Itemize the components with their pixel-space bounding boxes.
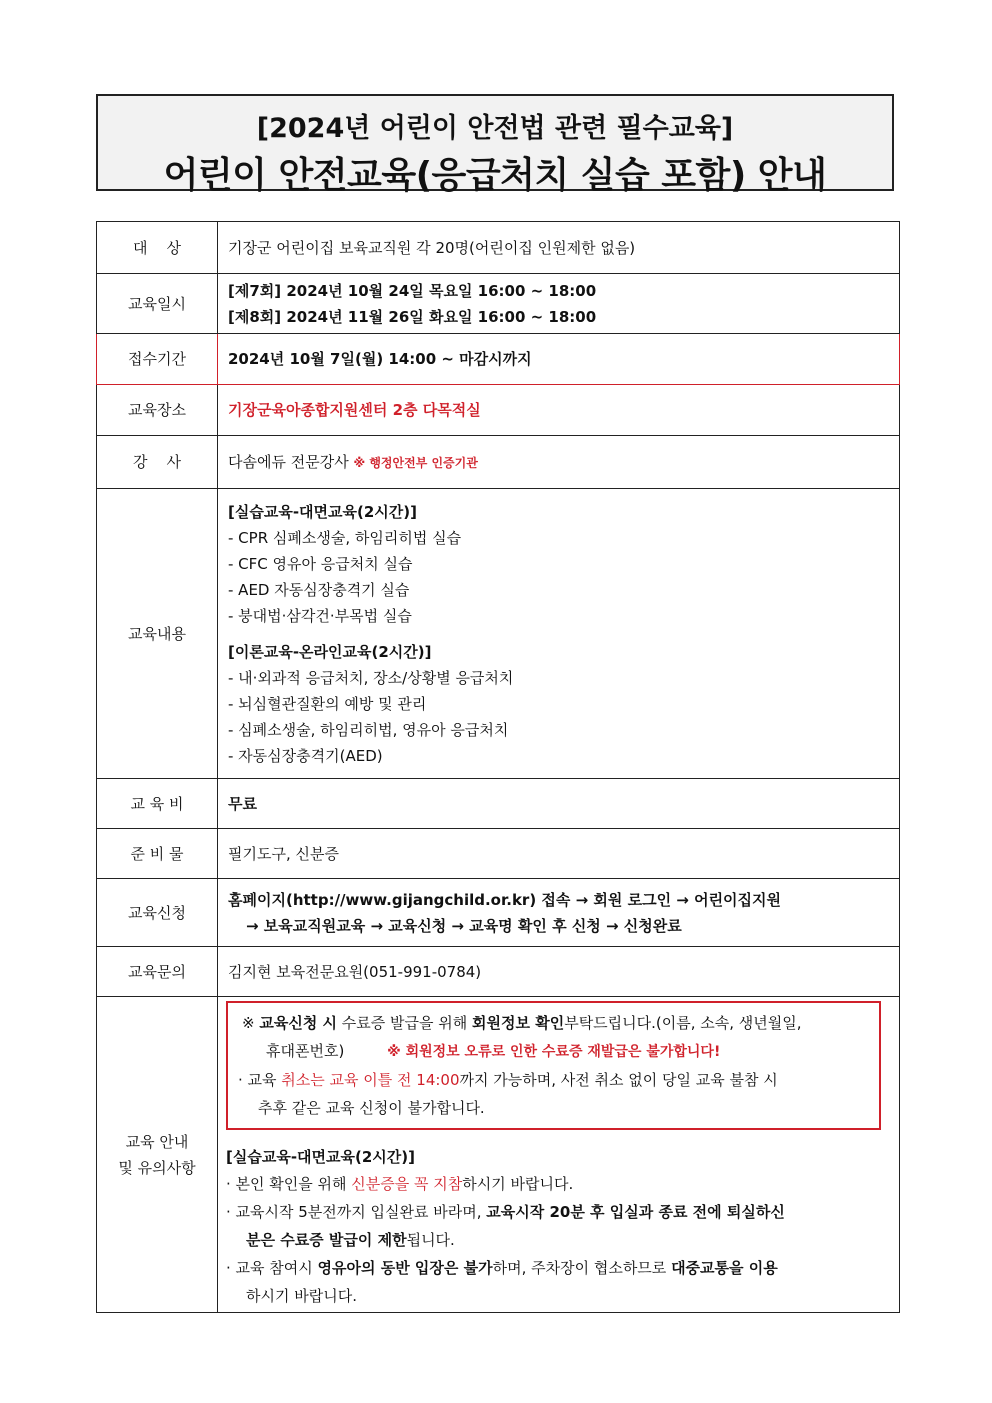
content-practice-title: [실습교육-대면교육(2시간)] [228,502,417,521]
notice-text: 수료증 발급을 위해 [337,1014,473,1032]
value-apply [218,879,900,947]
label-place: 교육장소 [97,385,218,436]
value-inquiry: 김지현 보육전문요원(051-991-0784) [218,947,900,997]
notice-item2 [226,1198,889,1226]
notice-text: 부탁드립니다.(이름, 소속, 생년월일, [564,1014,802,1032]
notice-text: · 본인 확인을 위해 [226,1175,352,1193]
notice-item3-cont: 하시기 바랍니다. [246,1287,357,1305]
label-target: 대 상 [97,222,218,274]
row-fee [97,779,900,829]
row-registration [97,334,900,385]
value-instructor [218,436,900,489]
value-fee: 무료 [218,779,900,829]
label-content: 교육내용 [97,489,218,779]
notice-text: 됩니다. [406,1231,455,1249]
notice-box [226,1001,881,1130]
value-notice [218,997,900,1313]
value-registration: 2024년 10월 7일(월) 14:00 ~ 마감시까지 [218,334,900,385]
info-table [96,221,900,1313]
value-target: 기장군 어린이집 보육교직원 각 20명(어린이집 인원제한 없음) [218,222,900,274]
notice-text: 까지 가능하며, 사전 취소 없이 당일 교육 불참 시 [459,1071,778,1089]
notice-text: 교육시작 20분 후 입실과 종료 전에 퇴실하신 [486,1203,785,1221]
notice-text: 하며, 주차장이 협소하므로 [492,1259,672,1277]
notice-text: 신분증을 꼭 지참 [351,1175,463,1193]
notice-item2-cont [226,1226,889,1254]
content-practice-item: - CPR 심폐소생술, 하임리히법 실습 [228,528,462,547]
label-notice [97,997,218,1313]
title-line1: [2024년 어린이 안전법 관련 필수교육] [256,113,734,144]
value-content [218,489,900,779]
value-schedule [218,274,900,334]
row-schedule [97,274,900,334]
notice-box-line2 [238,1037,871,1066]
notice-text: 교육신청 시 [259,1014,338,1032]
row-apply [97,879,900,947]
notice-text: 하시기 바랍니다. [462,1175,574,1193]
label-supplies: 준 비 물 [97,829,218,879]
row-inquiry [97,947,900,997]
label-fee: 교 육 비 [97,779,218,829]
notice-text: 영유아의 동반 입장은 불가 [317,1259,493,1277]
value-place: 기장군육아종합지원센터 2층 다목적실 [218,385,900,436]
row-supplies [97,829,900,879]
label-instructor: 강 사 [97,436,218,489]
apply-line1: 홈페이지(http://www.gijangchild.or.kr) 접속 → 회원 로그인 → 어린이집지원 [228,890,782,909]
notice-label-line2: 및 유의사항 [118,1158,196,1177]
title-box [96,94,894,196]
content-theory-title: [이론교육-온라인교육(2시간)] [228,642,432,661]
content-practice-item: - 붕대법·삼각건·부목법 실습 [228,606,412,625]
notice-text: 대중교통을 이용 [671,1259,778,1277]
row-instructor [97,436,900,489]
notice-item1 [226,1170,889,1198]
notice-box-line4: 추후 같은 교육 신청이 불가합니다. [258,1099,485,1117]
instructor-name: 다솜에듀 전문강사 [228,452,349,471]
apply-line2: → 보육교직원교육 → 교육신청 → 교육명 확인 후 신청 → 신청완료 [246,916,682,935]
notice-text: ※ [242,1014,260,1032]
content-practice-item: - AED 자동심장충격기 실습 [228,580,410,599]
notice-box-line1 [238,1009,871,1037]
notice-text: 분은 수료증 발급이 제한 [246,1231,407,1249]
notice-warning: ※ 회원정보 오류로 인한 수료증 재발급은 불가합니다! [387,1044,721,1060]
schedule-item-7: [제7회] 2024년 10월 24일 목요일 16:00 ~ 18:00 [228,281,597,300]
notice-text: · 교육시작 5분전까지 입실완료 바라며, [226,1203,487,1221]
instructor-note: ※ 행정안전부 인증기관 [353,455,478,470]
notice-text: 휴대폰번호) [266,1042,345,1060]
row-target [97,222,900,274]
content-theory-item: - 내·외과적 응급처치, 장소/상황별 응급처치 [228,668,514,687]
label-registration: 접수기간 [97,334,218,385]
content-theory-item: - 심폐소생술, 하임리히법, 영유아 응급처치 [228,720,509,739]
row-content [97,489,900,779]
notice-text: 회원정보 확인 [472,1014,565,1032]
notice-practice-title: [실습교육-대면교육(2시간)] [226,1148,415,1166]
value-supplies: 필기도구, 신분증 [218,829,900,879]
notice-label-line1: 교육 안내 [125,1132,189,1151]
row-place [97,385,900,436]
page-title: 어린이 안전교육(응급처치 실습 포함) 안내 [163,155,827,196]
row-notice [97,997,900,1313]
notice-text: 취소는 교육 이틀 전 14:00 [281,1071,460,1089]
content-theory-item: - 뇌심혈관질환의 예방 및 관리 [228,694,427,713]
notice-item3 [226,1254,889,1282]
notice-box-line3 [238,1066,871,1094]
notice-text: · 교육 참여시 [226,1259,318,1277]
notice-text: · 교육 [238,1071,282,1089]
content-theory-item: - 자동심장충격기(AED) [228,746,383,765]
label-inquiry: 교육문의 [97,947,218,997]
label-apply: 교육신청 [97,879,218,947]
content-practice-item: - CFC 영유아 응급처치 실습 [228,554,413,573]
schedule-item-8: [제8회] 2024년 11월 26일 화요일 16:00 ~ 18:00 [228,307,597,326]
label-schedule: 교육일시 [97,274,218,334]
